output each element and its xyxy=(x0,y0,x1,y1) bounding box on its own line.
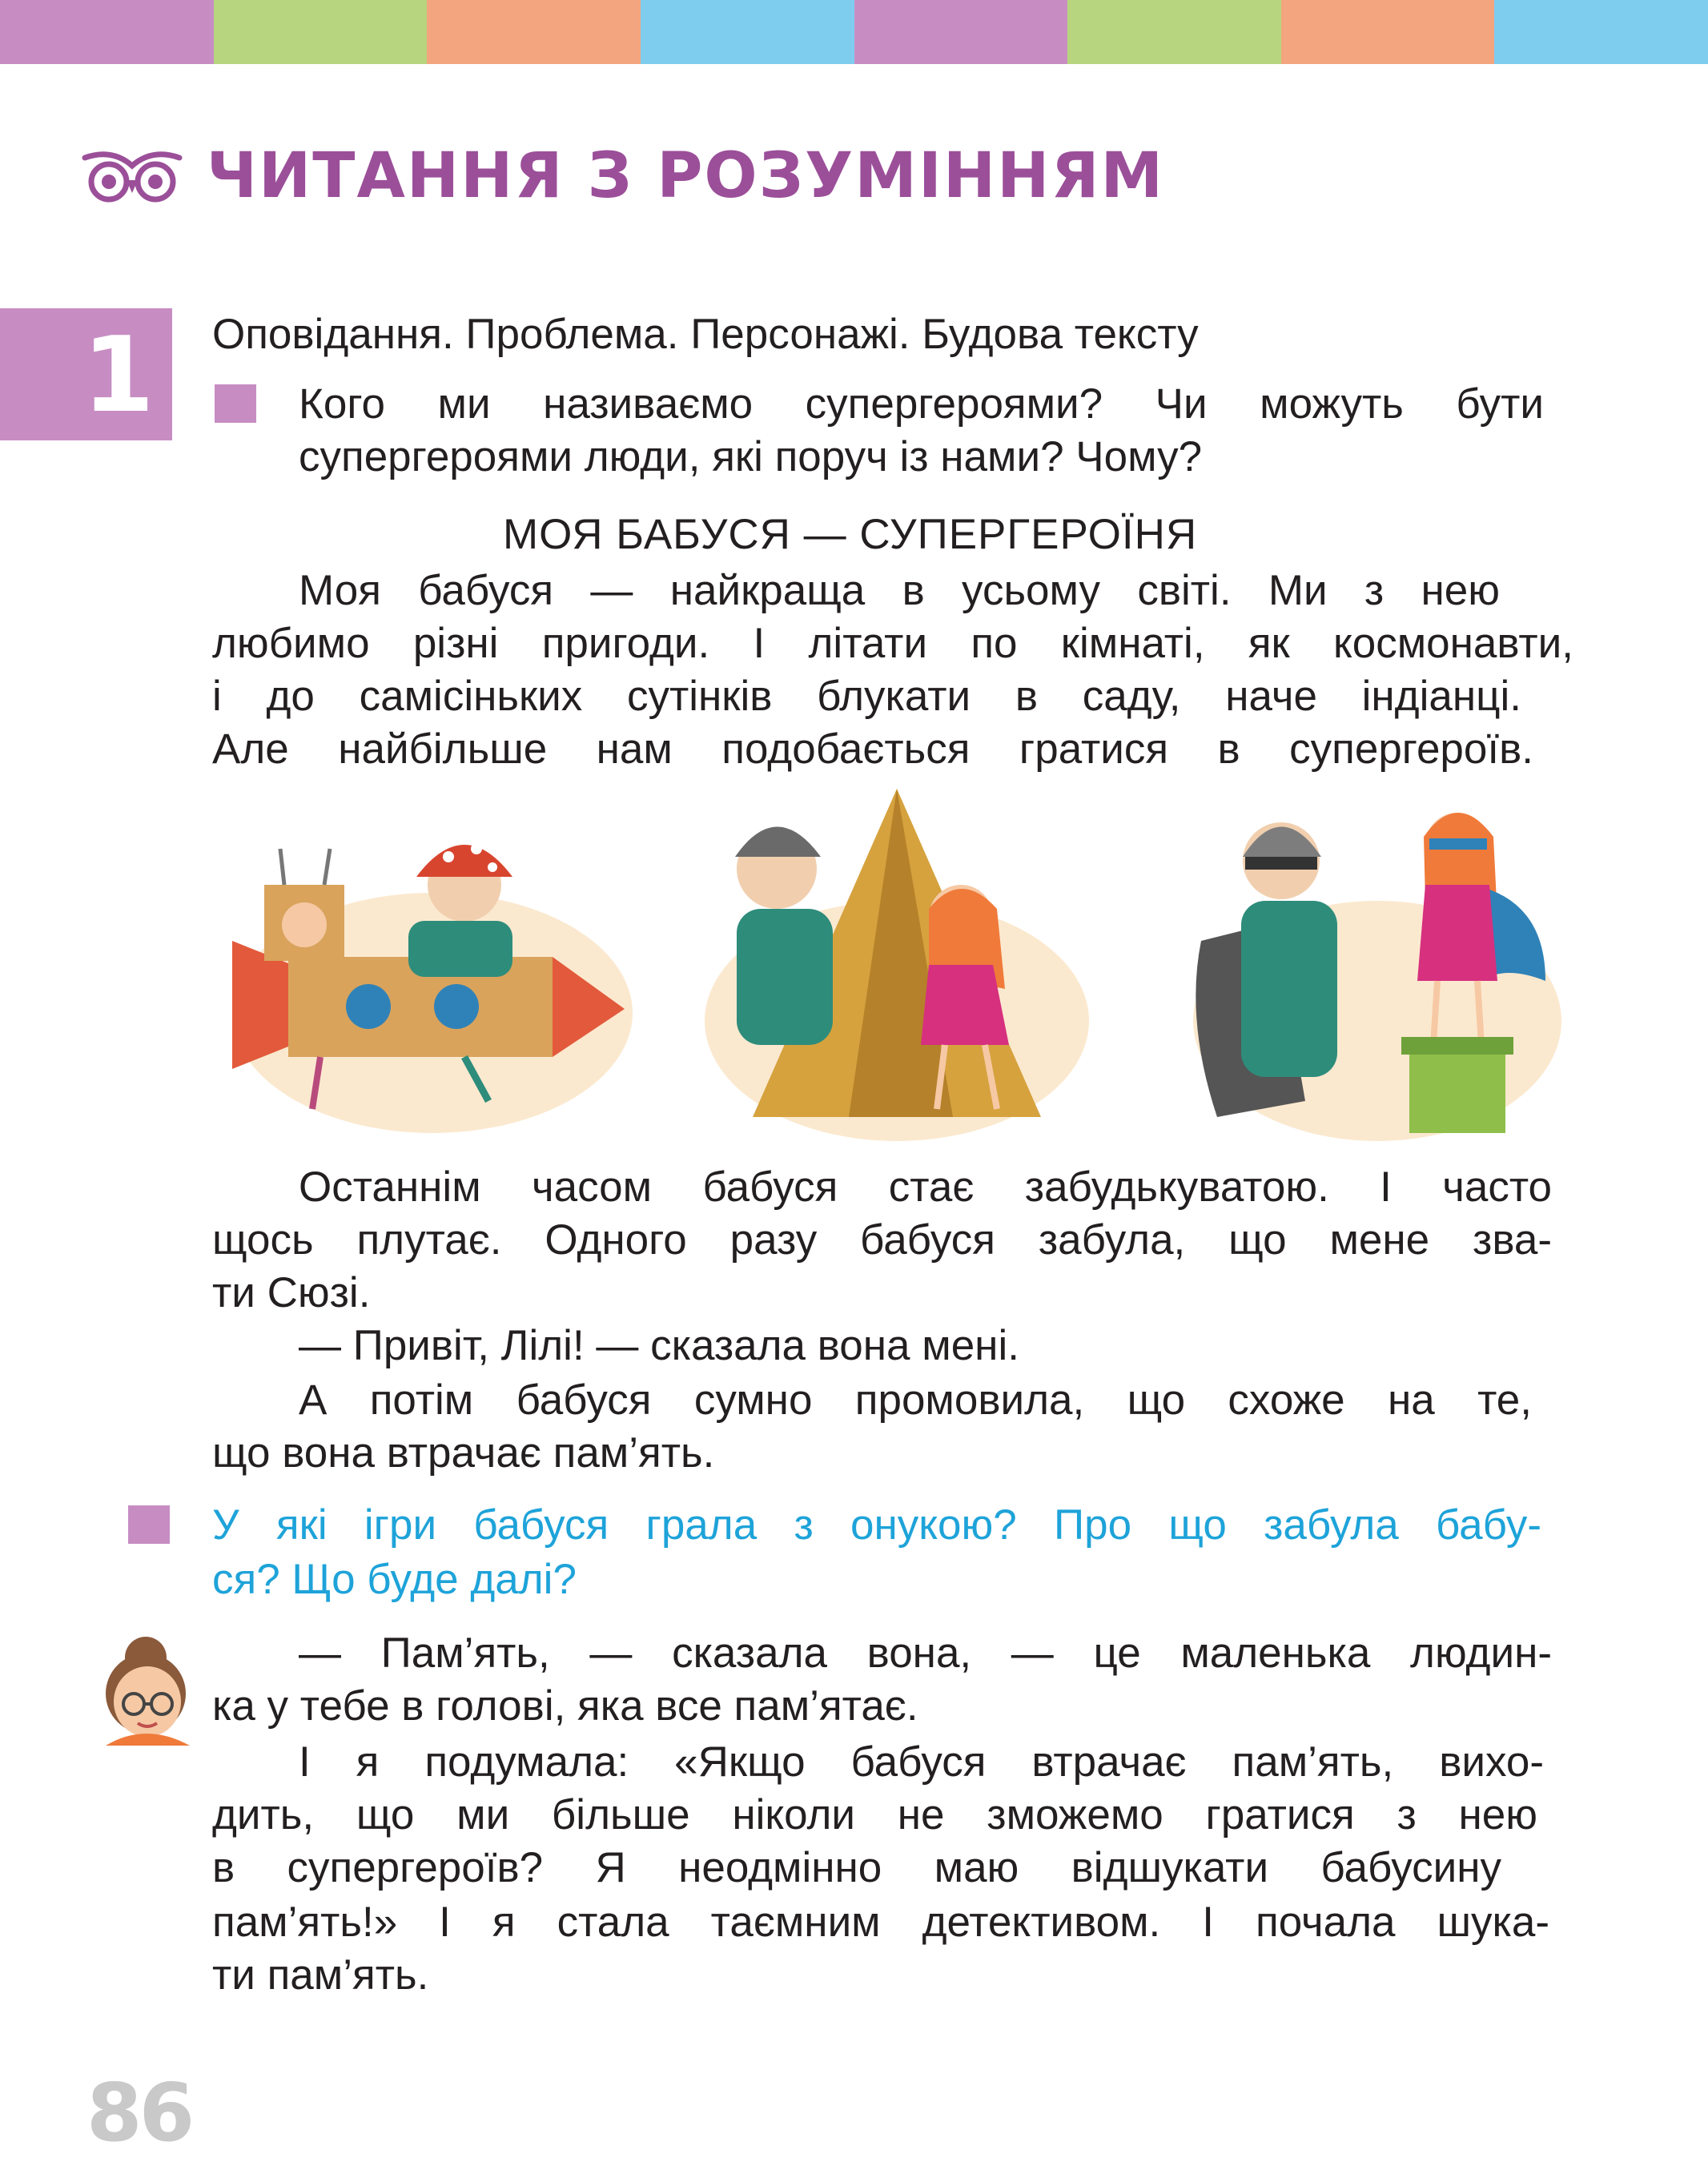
story-line: ти пам’ять. xyxy=(212,1951,429,1999)
story-line: Моя бабуся — найкраща в усьому світі. Ми з нею xyxy=(299,567,1500,614)
comprehension-question-line: У які ігри бабуся грала з онукою? Про що забула бабу- xyxy=(212,1501,1541,1549)
story-line: — Пам’ять, — сказала вона, — це маленька людин- xyxy=(299,1629,1552,1677)
rocket-play-illustration xyxy=(224,781,641,1149)
stripe-4 xyxy=(641,0,854,64)
story-title: МОЯ БАБУСЯ — СУПЕРГЕРОЇНЯ xyxy=(503,511,1198,558)
comprehension-question-line: ся? Що буде далі? xyxy=(212,1556,577,1603)
intro-question-line: супергероями люди, які поруч із нами? Чому? xyxy=(299,433,1203,480)
story-line: любимо різні пригоди. І літати по кімнаті, як космонавти, xyxy=(212,620,1573,667)
task-number-badge xyxy=(0,308,172,440)
story-line: ти Сюзі. xyxy=(212,1269,371,1316)
story-line: Останнім часом бабуся стає забудькуватою. І часто xyxy=(299,1163,1552,1211)
task-number: 1 xyxy=(82,313,155,436)
task-subtitle: Оповідання. Проблема. Персонажі. Будова тексту xyxy=(212,311,1199,358)
stripe-1 xyxy=(0,0,214,64)
story-line: пам’ять!» І я стала таємним детективом. І почала шука- xyxy=(212,1899,1549,1946)
story-line: що вона втрачає пам’ять. xyxy=(212,1429,715,1477)
tent-play-illustration xyxy=(689,781,1105,1149)
stripe-8 xyxy=(1494,0,1708,64)
story-line: дить, що ми більше ніколи не зможемо гратися з нею xyxy=(212,1791,1537,1838)
story-line: і до самісіньких сутінків блукати в саду, наче індіанці. xyxy=(212,673,1521,720)
stripe-3 xyxy=(427,0,641,64)
superhero-play-illustration xyxy=(1169,781,1569,1149)
story-line: І я подумала: «Якщо бабуся втрачає пам’ять, вихо- xyxy=(299,1738,1544,1786)
story-line: щось плутає. Одного разу бабуся забула, що мене зва- xyxy=(212,1216,1552,1264)
top-color-stripes xyxy=(0,0,1708,64)
stripe-5 xyxy=(854,0,1068,64)
story-line: ка у тебе в голові, яка все пам’ятає. xyxy=(212,1682,918,1730)
stripe-2 xyxy=(214,0,428,64)
bullet-square xyxy=(128,1505,170,1544)
owl-eyes-icon xyxy=(80,148,184,204)
section-title: ЧИТАННЯ З РОЗУМІННЯМ xyxy=(207,140,1165,212)
intro-question-line: Кого ми називаємо супергероями? Чи можуть бути xyxy=(299,380,1544,428)
section-header xyxy=(80,136,1164,216)
illustration-strip xyxy=(224,781,1569,1149)
story-line: Але найбільше нам подобається гратися в супергероїв. xyxy=(212,725,1533,773)
bullet-square xyxy=(215,384,256,423)
story-line: А потім бабуся сумно промовила, що схоже на те, xyxy=(299,1376,1532,1424)
story-line: в супергероїв? Я неодмінно маю відшукати бабусину xyxy=(212,1844,1501,1891)
stripe-6 xyxy=(1067,0,1281,64)
story-dialogue: — Привіт, Лілі! — сказала вона мені. xyxy=(299,1322,1019,1369)
girl-reader-icon xyxy=(90,1625,202,1746)
stripe-7 xyxy=(1281,0,1495,64)
page-number: 86 xyxy=(86,2066,192,2160)
